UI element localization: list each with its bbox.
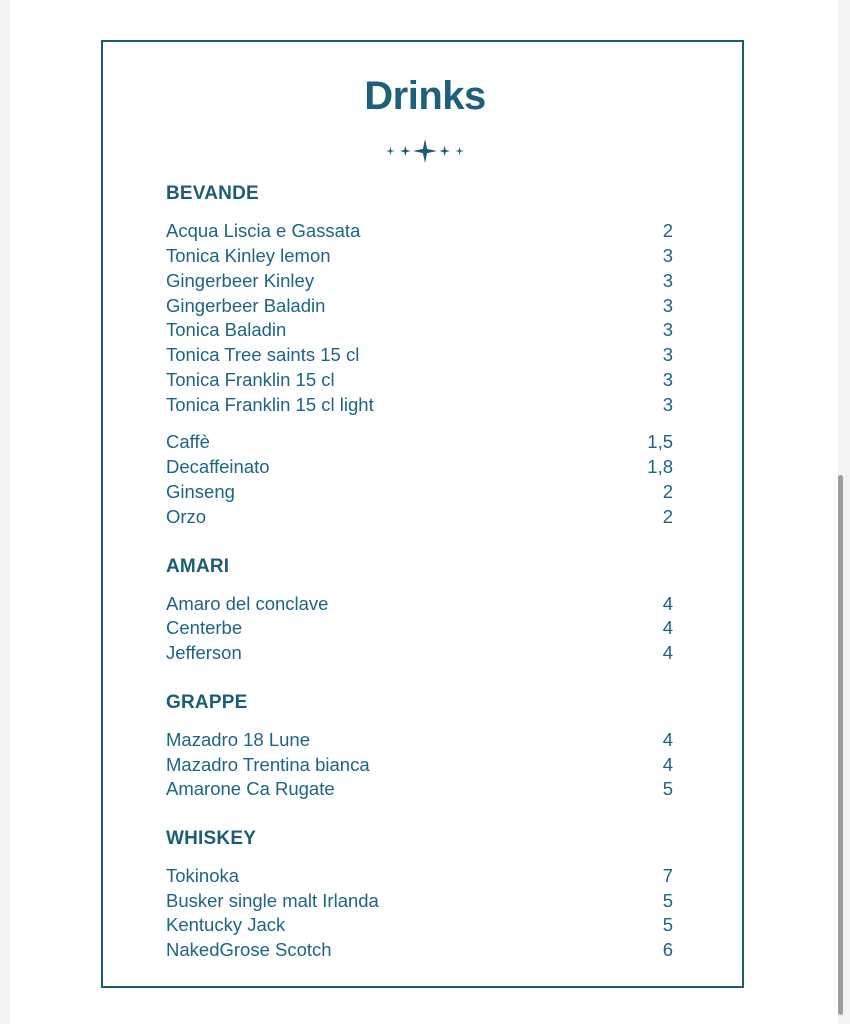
menu-item-price: 1,8 bbox=[647, 456, 673, 477]
menu-item-price: 4 bbox=[662, 617, 673, 638]
section-heading-amari: AMARI bbox=[166, 556, 230, 577]
menu-item-name: Amaro del conclave bbox=[166, 593, 329, 614]
menu-item-name: Busker single malt Irlanda bbox=[166, 890, 379, 911]
menu-item-name: Orzo bbox=[166, 506, 207, 527]
menu-item-price: 3 bbox=[662, 319, 673, 340]
menu-item-price: 3 bbox=[662, 295, 673, 316]
menu-item-name: Tonica Franklin 15 cl light bbox=[166, 394, 374, 415]
menu-item-name: Jefferson bbox=[166, 642, 242, 663]
menu-item-name: Ginseng bbox=[166, 481, 235, 502]
menu-title: Drinks bbox=[364, 74, 486, 118]
menu-item-name: Mazadro Trentina bianca bbox=[166, 754, 370, 775]
menu-item-name: Kentucky Jack bbox=[166, 914, 286, 935]
menu-item-name: Tonica Franklin 15 cl bbox=[166, 369, 335, 390]
section-heading-grappe: GRAPPE bbox=[166, 692, 248, 713]
menu-item-name: Tonica Kinley lemon bbox=[166, 245, 331, 266]
menu-item-price: 2 bbox=[662, 220, 673, 241]
menu-item-name: Amarone Ca Rugate bbox=[166, 778, 335, 799]
menu-item-price: 5 bbox=[662, 914, 673, 935]
menu-item-price: 3 bbox=[662, 245, 673, 266]
menu-item-name: Tokinoka bbox=[166, 865, 240, 886]
menu-item-price: 5 bbox=[662, 890, 673, 911]
menu-item-price: 4 bbox=[662, 754, 673, 775]
menu-item-name: Gingerbeer Kinley bbox=[166, 270, 315, 291]
menu-item-name: Tonica Tree saints 15 cl bbox=[166, 344, 360, 365]
menu-item-price: 6 bbox=[662, 939, 673, 960]
menu-item-price: 3 bbox=[662, 270, 673, 291]
menu-item-price: 4 bbox=[662, 593, 673, 614]
menu-item-name: Decaffeinato bbox=[166, 456, 270, 477]
sparkle-stars-icon bbox=[0, 138, 850, 164]
menu-item-price: 2 bbox=[662, 506, 673, 527]
menu-item-price: 4 bbox=[662, 642, 673, 663]
section-heading-whiskey: WHISKEY bbox=[166, 828, 257, 849]
menu-item-price: 4 bbox=[662, 729, 673, 750]
menu-item-price: 7 bbox=[662, 865, 673, 886]
menu-item-price: 2 bbox=[662, 481, 673, 502]
menu-item-name: Acqua Liscia e Gassata bbox=[166, 220, 361, 241]
vertical-scrollbar[interactable] bbox=[838, 475, 843, 1015]
menu-item-name: Tonica Baladin bbox=[166, 319, 287, 340]
menu-item-name: NakedGrose Scotch bbox=[166, 939, 332, 960]
menu-item-price: 3 bbox=[662, 369, 673, 390]
section-heading-bevande: BEVANDE bbox=[166, 183, 259, 204]
menu-item-price: 3 bbox=[662, 344, 673, 365]
menu-item-name: Mazadro 18 Lune bbox=[166, 729, 310, 750]
menu-item-name: Caffè bbox=[166, 431, 210, 452]
menu-item-price: 1,5 bbox=[647, 431, 673, 452]
menu-item-name: Centerbe bbox=[166, 617, 243, 638]
menu-item-name: Gingerbeer Baladin bbox=[166, 295, 326, 316]
menu-item-price: 3 bbox=[662, 394, 673, 415]
menu-item-price: 5 bbox=[662, 778, 673, 799]
